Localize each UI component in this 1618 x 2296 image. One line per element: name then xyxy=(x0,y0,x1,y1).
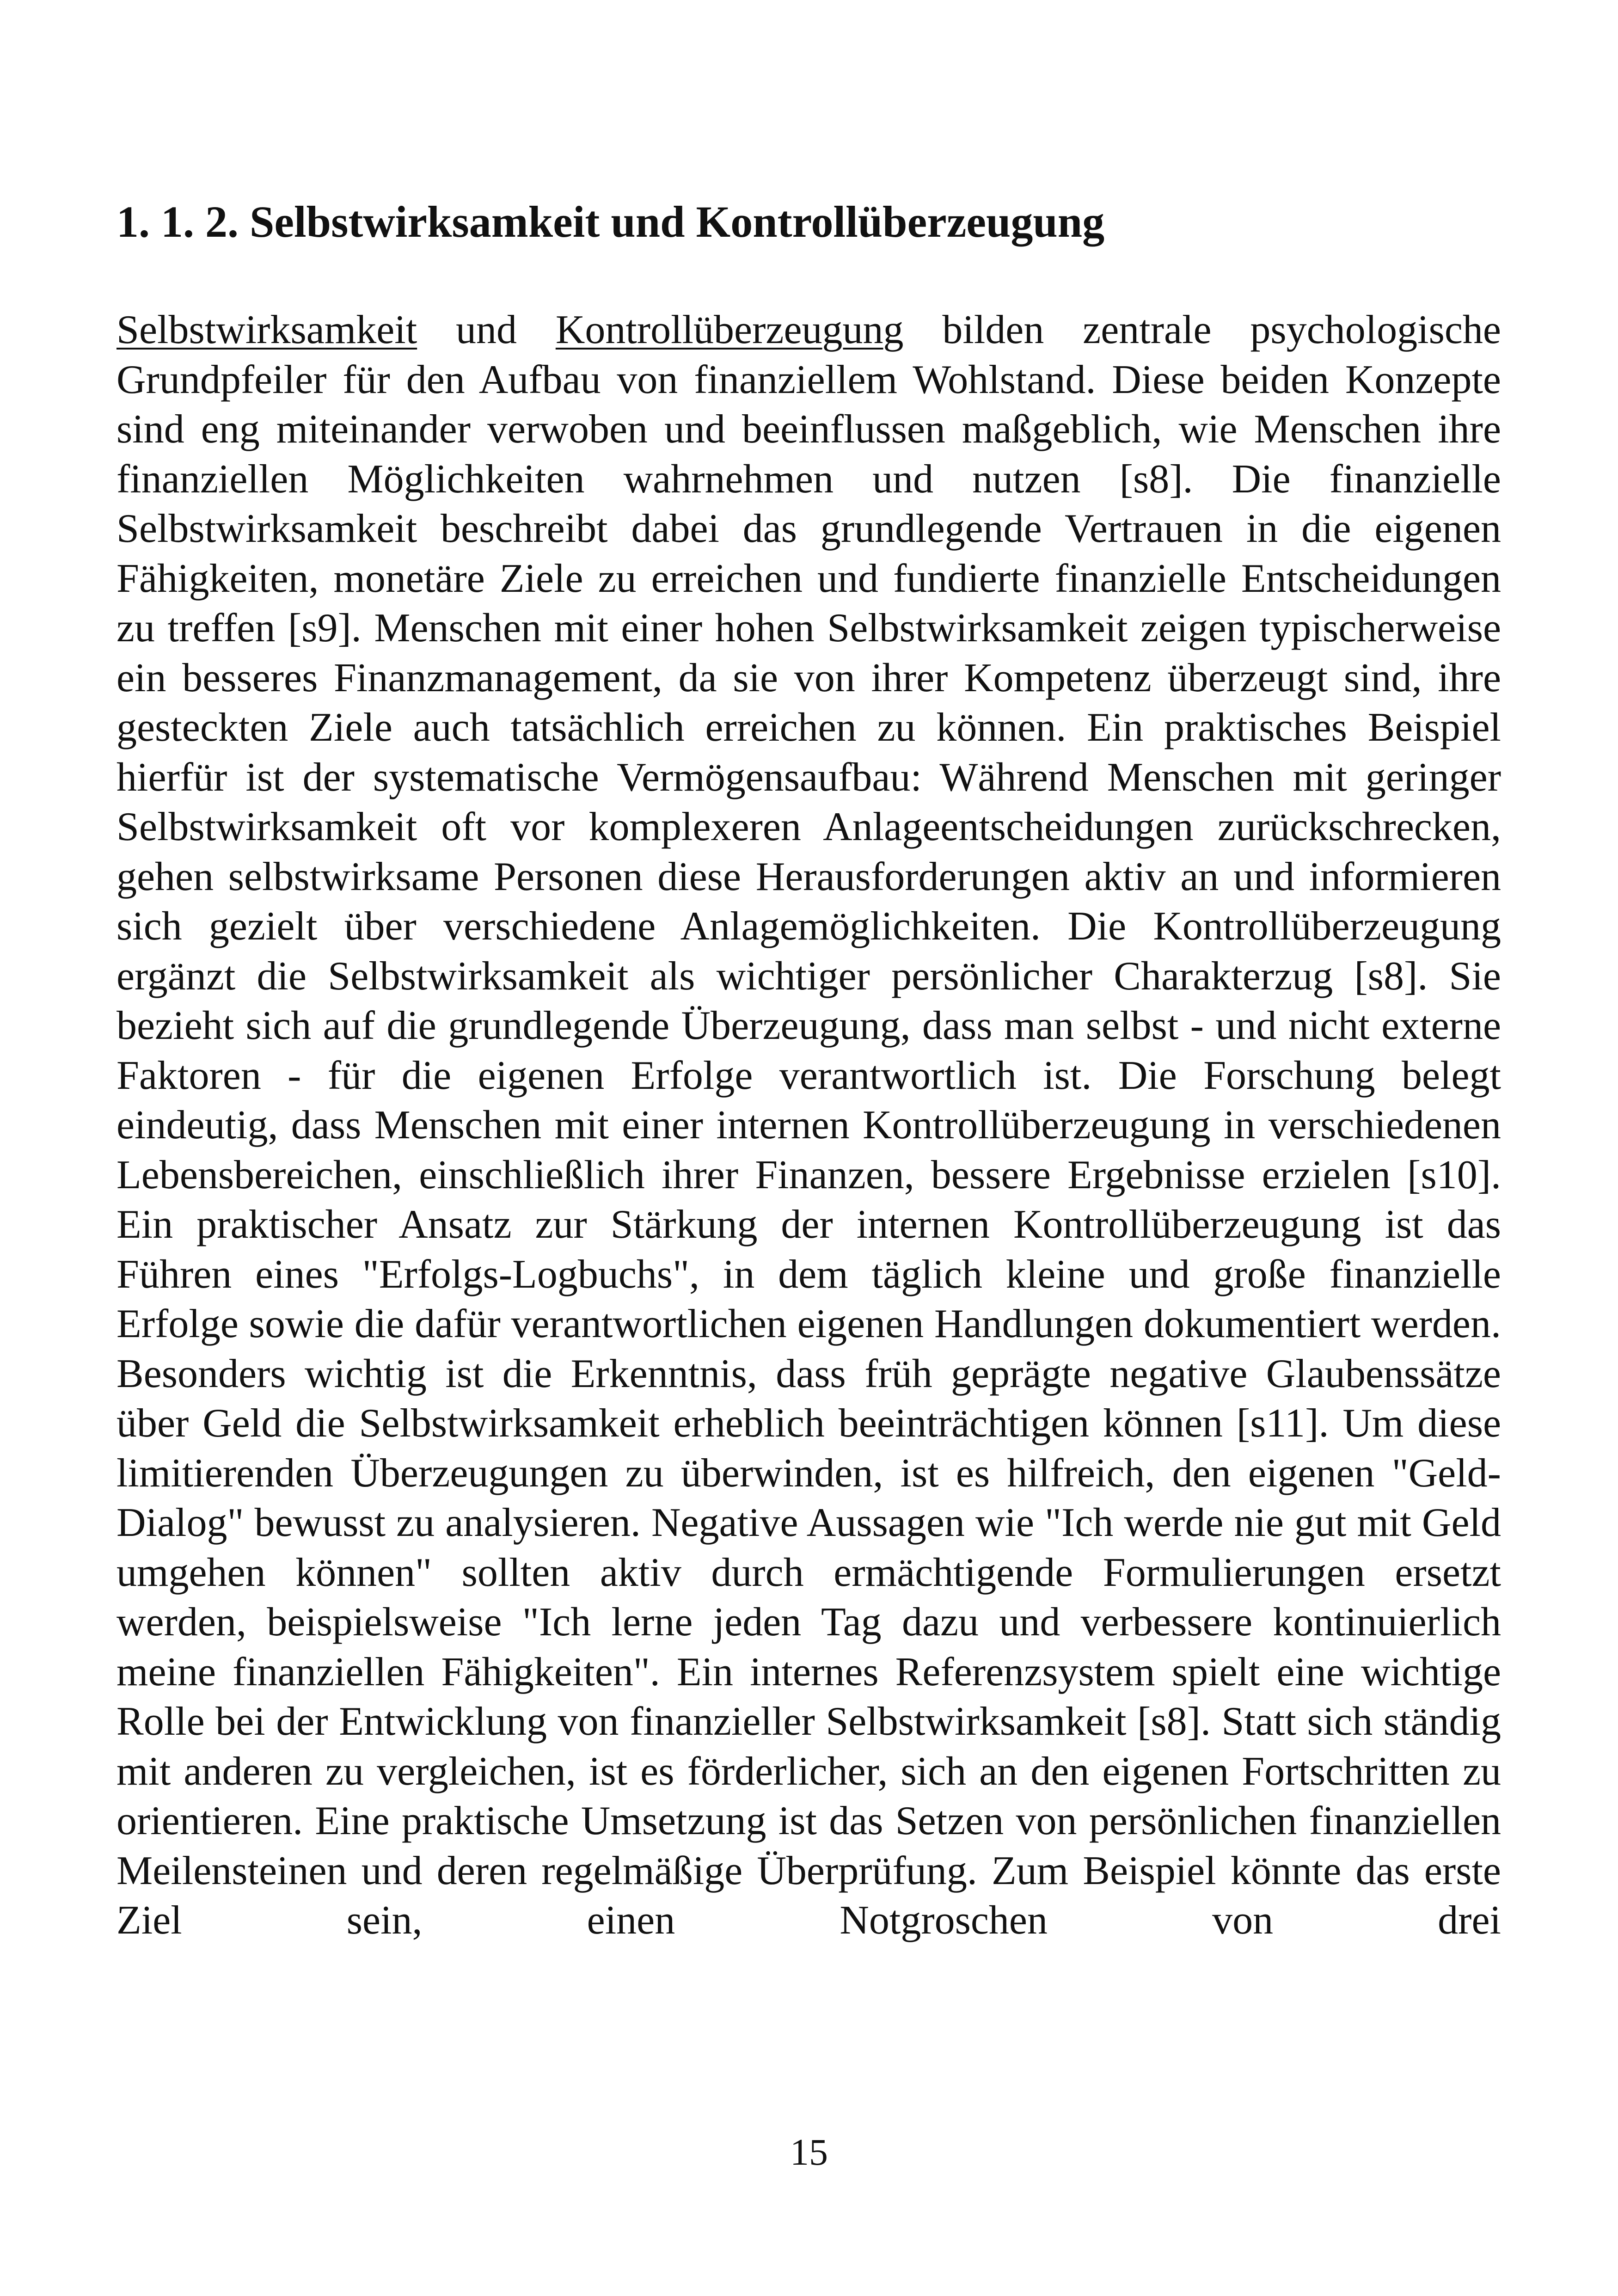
underlined-term-selbstwirksamkeit: Selbstwirksamkeit xyxy=(116,307,417,352)
underlined-term-kontrollueberzeugung: Kontrollüberzeugung xyxy=(555,307,904,352)
connector-text: und xyxy=(417,307,556,352)
body-paragraph xyxy=(116,305,1501,1946)
page-number: 15 xyxy=(790,2131,828,2173)
section-heading: 1. 1. 2. Selbstwirksamkeit und Kontrollüberzeugung xyxy=(116,197,1105,246)
paragraph-text: bilden zentrale psychologische Grundpfeiler für den Aufbau von finanziellem Wohlstand. Diese beiden Konzepte sind eng miteinander verwoben und beeinflussen maßgeblich, wie Menschen ihre finanziellen Möglichkeiten wahrnehmen und nutzen [s8]. Die finanzielle Selbstwirksamkeit beschreibt dabei das grundlegende Vertrauen in die eigenen Fähigkeiten, monetäre Ziele zu erreichen und fundierte finanzielle Entscheidungen zu treffen [s9]. Menschen mit einer hohen Selbstwirksamkeit zeigen typischerweise ein besseres Finanzmanagement, da sie von ihrer Kompetenz überzeugt sind, ihre gesteckten Ziele auch tatsächlich erreichen zu können. Ein praktisches Beispiel hierfür ist der systematische Vermögensaufbau: Während Menschen mit geringer Selbstwirksamkeit oft vor komplexeren Anlageentscheidungen zurückschrecken, gehen selbstwirksame Personen diese Herausforderungen aktiv an und informieren sich gezielt über verschiedene Anlagemöglichkeiten. Die Kontrollüberzeugung ergänzt die Selbstwirksamkeit als wichtiger persönlicher Charakterzug [s8]. Sie bezieht sich auf die grundlegende Überzeugung, dass man selbst - und nicht externe Faktoren - für die eigenen Erfolge verantwortlich ist. Die Forschung belegt eindeutig, dass Menschen mit einer internen Kontrollüberzeugung in verschiedenen Lebensbereichen, einschließlich ihrer Finanzen, bessere Ergebnisse erzielen [s10]. Ein praktischer Ansatz zur Stärkung der internen Kontrollüberzeugung ist das Führen eines "Erfolgs-Logbuchs", in dem täglich kleine und große finanzielle Erfolge sowie die dafür verantwortlichen eigenen Handlungen dokumentiert werden. Besonders wichtig ist die Erkenntnis, dass früh geprägte negative Glaubenssätze über Geld die Selbstwirksamkeit erheblich beeinträchtigen können [s11]. Um diese limitierenden Überzeugungen zu überwinden, ist es hilfreich, den eigenen "Geld-Dialog" bewusst zu analysieren. Negative Aussagen wie "Ich werde nie gut mit Geld umgehen können" sollten aktiv durch ermächtigende Formulierungen ersetzt werden, beispielsweise "Ich lerne jeden Tag dazu und verbessere kontinuierlich meine finanziellen Fähigkeiten". Ein internes Referenzsystem spielt eine wichtige Rolle bei der Entwicklung von finanzieller Selbstwirksamkeit [s8]. Statt sich ständig mit anderen zu vergleichen, ist es förderlicher, sich an den eigenen Fortschritten zu orientieren. Eine praktische Umsetzung ist das Setzen von persönlichen finanziellen Meilensteinen und deren regelmäßige Überprüfung. Zum Beispiel könnte das erste Ziel sein, einen Notgroschen von drei xyxy=(116,307,1501,1943)
